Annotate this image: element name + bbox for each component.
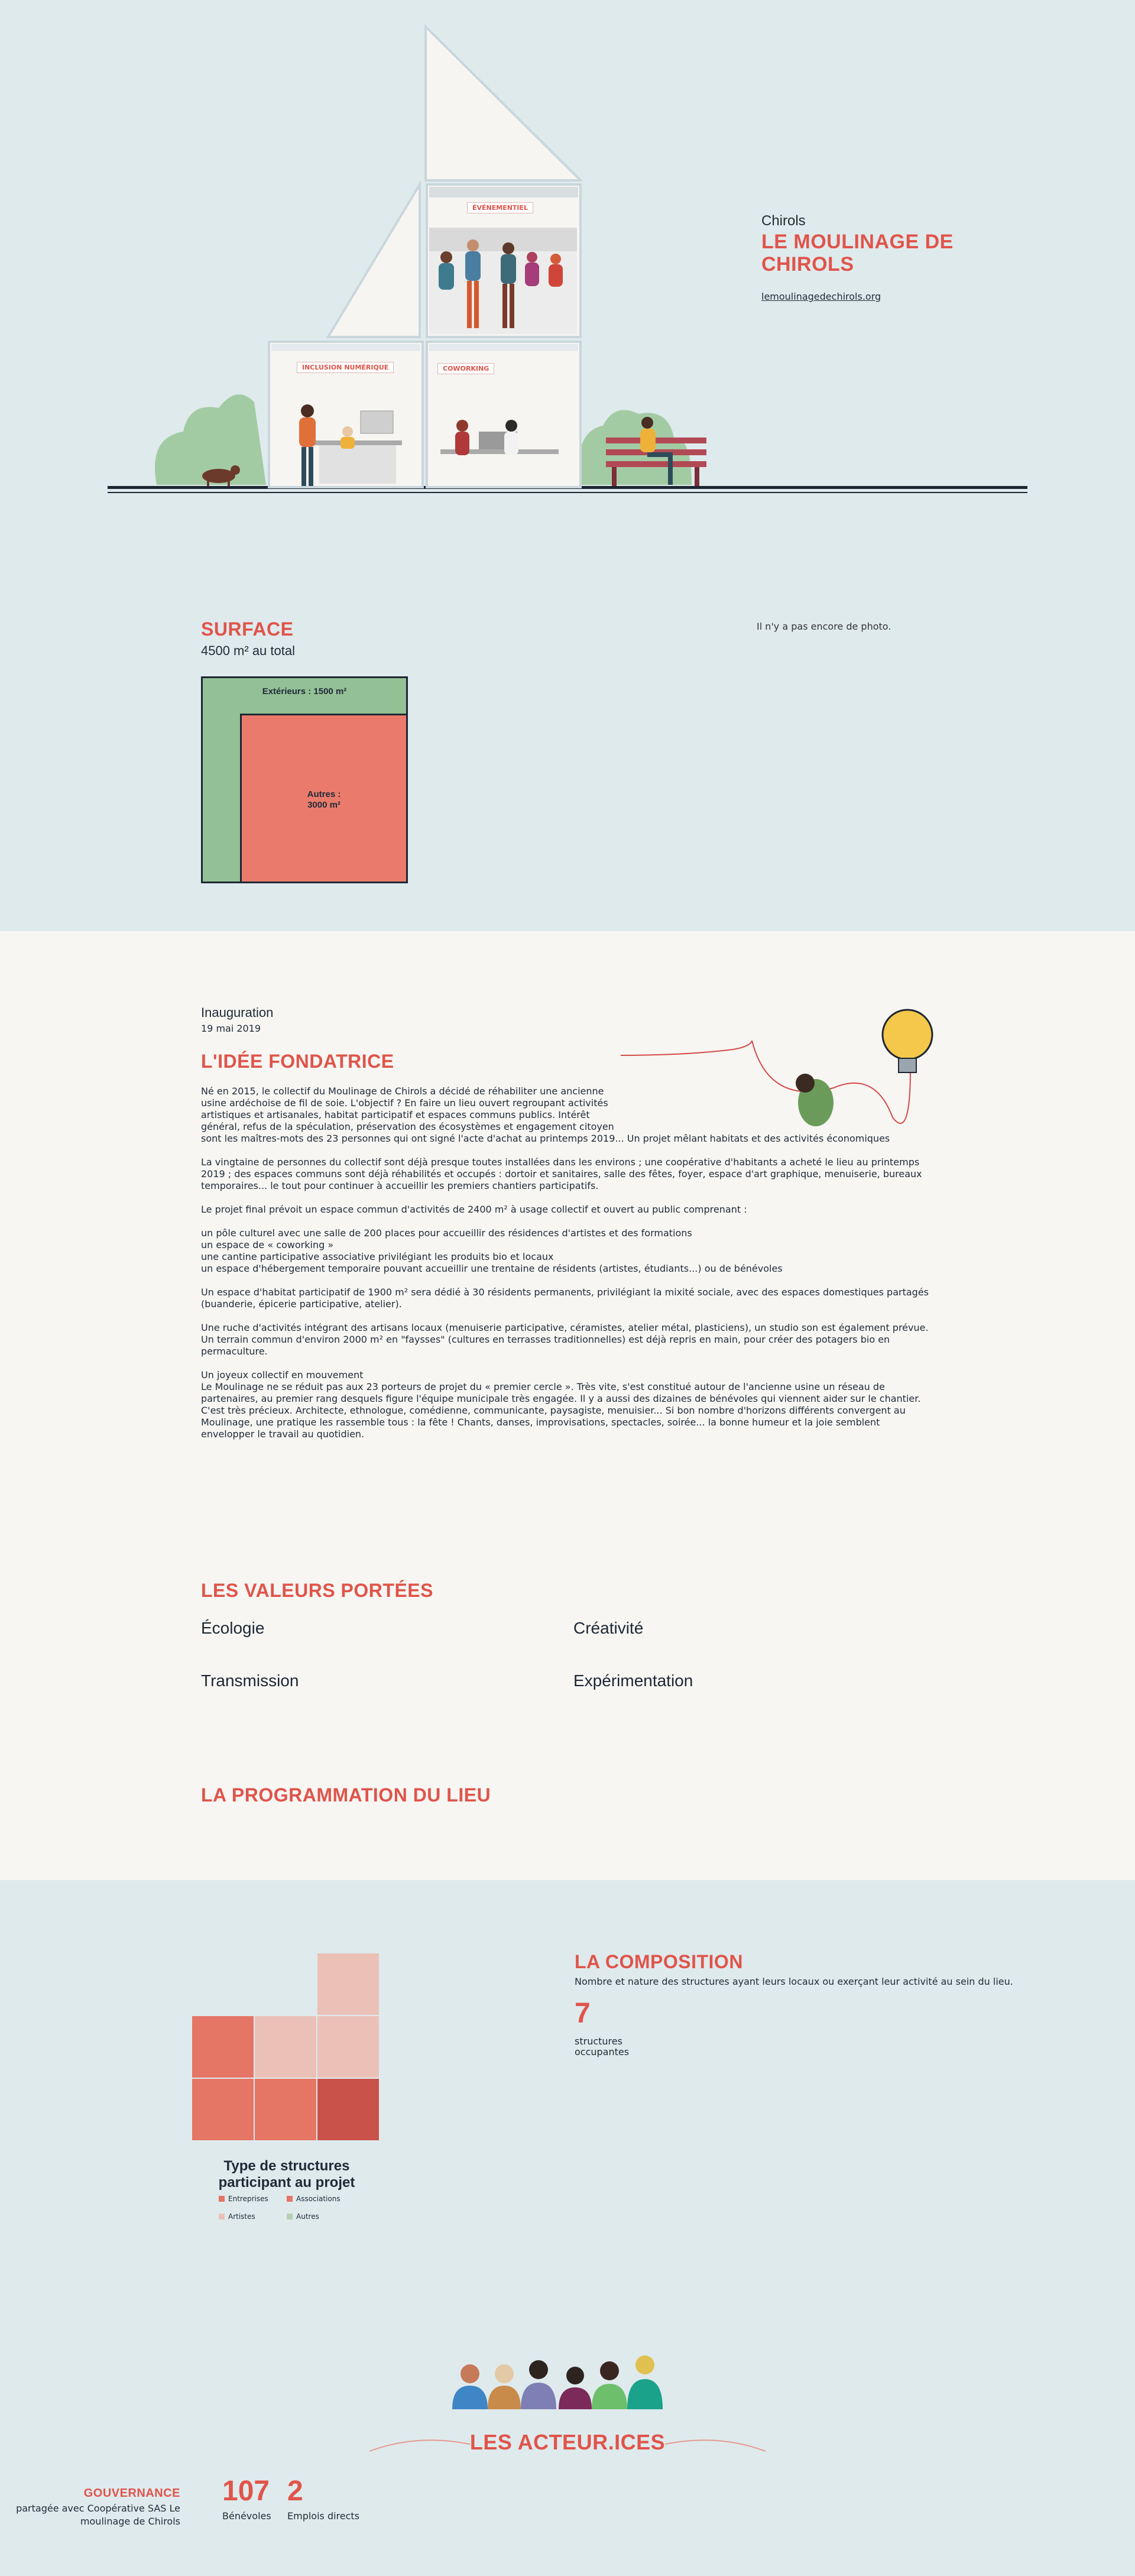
idea-p5: Un espace d'habitat participatif de 1900 m² sera dédié à 30 résidents permanents, privilégiant la mixité sociale, avec des espaces domestiques partagés (buanderie, épicerie participative, atelier). (201, 1287, 929, 1310)
idea-p7-body: Le Moulinage ne se réduit pas aux 23 porteurs de projet du « premier cercle ». Très vite, s'est constitué autour de l'ancienne usine un réseau de partenaires, au premier rang desquels figure l'équipe municipale très engagée. Il y a aussi des dizaines de bénévoles qui viennent aider sur le chantier. C'est très précieux. Architecte, ethnologue, comédienne, communicante, paysagiste, menuisier... Si bon nombre d'horizons différents convergent au Moulinage, une pratique les rassemble tous : la fête ! Chants, danses, improvisations, spectacles, soirée... la bonne humeur et la joie semblent envelopper le travail au quotidien. (201, 1381, 921, 1440)
values-title: LES VALEURS PORTÉES (201, 1580, 433, 1601)
waffle-cell (192, 2016, 254, 2078)
idea-p1-line: sont les maîtres-mots des 23 personnes qui ont signé l'acte d'achat au printemps 2019... Un projet mêlant habitats et des activités économiques (201, 1133, 890, 1144)
legend-item: Autres (287, 2212, 355, 2221)
idea-p1-line: usine ardéchoise de fil de soie. L'objectif ? En faire un lieu ouvert regroupant activités (201, 1097, 608, 1109)
idea-p1-line: général, refus de la spéculation, préservation des écosystèmes et engagement citoyen (201, 1121, 614, 1132)
composition-waffle-chart (192, 1953, 381, 2143)
inauguration-title: Inauguration (201, 1005, 274, 1020)
value-item: Transmission (201, 1671, 299, 1690)
idea-p4-line: un pôle culturel avec une salle de 200 places pour accueillir des résidences d'artistes et des formations (201, 1227, 692, 1239)
governance-description: partagée avec Coopérative SAS Le moulinage de Chirols (16, 2503, 180, 2527)
actors-title: LES ACTEUR.ICES (469, 2430, 666, 2454)
inauguration-date: 19 mai 2019 (201, 1023, 261, 1034)
hero-city: Chirols (761, 213, 806, 229)
waffle-cell (255, 2016, 316, 2078)
waffle-cell (317, 1953, 379, 2015)
idea-p4-line: un espace de « coworking » (201, 1239, 334, 1250)
volunteers-count: 107 (222, 2475, 270, 2507)
chart-title: Type de structures participant au projet (218, 2158, 355, 2191)
idea-p4-line: une cantine participative associative privilégiant les produits bio et locaux (201, 1251, 554, 1262)
surface-other-label-1: Autres : (307, 789, 341, 799)
surface-diagram (201, 676, 408, 883)
sign-coworking: COWORKING (437, 363, 494, 374)
waffle-cell (317, 2016, 379, 2078)
legend-item: Associations (287, 2195, 355, 2203)
structures-count-label: structures occupantes (575, 2036, 630, 2057)
surface-other-label (242, 789, 406, 811)
governance-title: GOUVERNANCE (83, 2487, 180, 2500)
surface-exterior-label: Extérieurs : 1500 m² (262, 686, 347, 696)
legend-item: Artistes (219, 2212, 287, 2221)
idea-p3: Le projet final prévoit un espace commun d'activités de 2400 m² à usage collectif et ouvert au public comprenant : (201, 1204, 747, 1215)
waffle-cell (192, 2079, 254, 2140)
surface-other-label-2: 3000 m² (307, 800, 340, 810)
idea-p6: Une ruche d'activités intégrant des artisans locaux (menuiserie participative, céramistes, atelier métal, plasticiens), un studio son est également prévue. Un terrain commun d'environ 2000 m² en "faysses" (cultures en terrasses traditionnelles) est déjà repris en main, pour créer des potagers bio en permaculture. (201, 1322, 929, 1357)
actors-illustration (434, 2341, 706, 2412)
waffle-cell (317, 2079, 379, 2140)
waffle-cell (255, 2079, 316, 2140)
value-item: Expérimentation (573, 1671, 693, 1690)
surface-other-area (240, 714, 406, 882)
structures-count: 7 (575, 1998, 591, 2029)
idea-p7-title: Un joyeux collectif en mouvement (201, 1369, 364, 1381)
volunteers-label: Bénévoles (222, 2510, 271, 2522)
idea-p1-line: artistiques et artisanales, habitat participatif et espaces communs publics. Intérêt (201, 1109, 590, 1120)
no-photo-text: Il n'y a pas encore de photo. (757, 621, 891, 632)
programmation-title: LA PROGRAMMATION DU LIEU (201, 1784, 491, 1806)
jobs-count: 2 (287, 2475, 303, 2507)
legend-item: Entreprises (219, 2195, 287, 2203)
idea-title: L'IDÉE FONDATRICE (201, 1051, 394, 1072)
page-title: LE MOULINAGE DE CHIROLS (761, 231, 954, 276)
idea-p2: La vingtaine de personnes du collectif sont déjà presque toutes installées dans les environs ; une coopérative d'habitants a acheté le lieu au printemps 2019 ; des espaces communs sont déjà réhabilités et occupés : dortoir et sanitaires, salle des fêtes, foyer, espace d'art graphique, menuiserie, bureaux temporaires... le tout pour continuer à accueillir les premiers chantiers participatifs. (201, 1156, 922, 1191)
idea-p4-line: un espace d'hébergement temporaire pouvant accueillir une trentaine de résidents (artistes, étudiants...) ou de bénévoles (201, 1263, 783, 1274)
jobs-label: Emplois directs (287, 2510, 360, 2522)
idea-p1-line: Né en 2015, le collectif du Moulinage de Chirols a décidé de réhabiliter une ancienne (201, 1086, 604, 1097)
sign-digital-inclusion: INCLUSION NUMÉRIQUE (297, 362, 394, 373)
chart-legend (219, 2195, 355, 2221)
surface-total: 4500 m² au total (201, 643, 295, 658)
sign-events: ÉVÉNEMENTIEL (467, 202, 533, 213)
idea-text (201, 1086, 934, 1452)
value-item: Écologie (201, 1619, 265, 1637)
composition-description: Nombre et nature des structures ayant leurs locaux ou exerçant leur activité au sein du lieu. (575, 1976, 1013, 1987)
surface-title: SURFACE (201, 618, 294, 640)
composition-title: LA COMPOSITION (575, 1951, 743, 1972)
website-link[interactable]: lemoulinagedechirols.org (761, 291, 881, 302)
value-item: Créativité (573, 1619, 644, 1637)
